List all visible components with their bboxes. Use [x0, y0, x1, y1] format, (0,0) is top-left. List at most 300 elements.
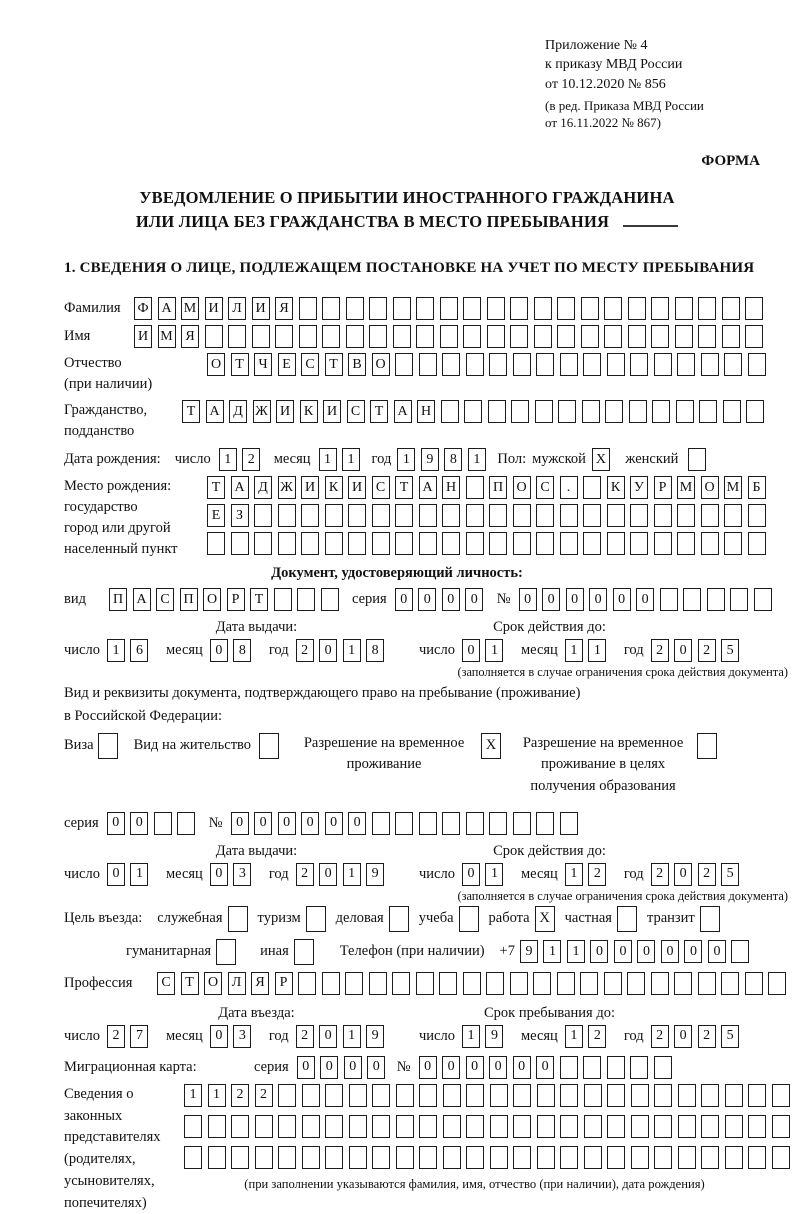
- char-cell[interactable]: 0: [462, 863, 480, 886]
- char-cell[interactable]: [440, 297, 458, 320]
- char-cell[interactable]: [674, 972, 692, 995]
- char-cell[interactable]: Л: [228, 297, 246, 320]
- char-cell[interactable]: [731, 940, 749, 963]
- char-cell[interactable]: [537, 1146, 555, 1169]
- char-cell[interactable]: [581, 297, 599, 320]
- char-cell[interactable]: [416, 297, 434, 320]
- char-cell[interactable]: [419, 1146, 437, 1169]
- char-cell[interactable]: Б: [748, 476, 766, 499]
- char-cell[interactable]: [677, 504, 695, 527]
- char-cell[interactable]: [583, 1056, 601, 1079]
- char-cell[interactable]: 1: [543, 940, 561, 963]
- char-cell[interactable]: [607, 504, 625, 527]
- char-cell[interactable]: З: [231, 504, 249, 527]
- purpose-official-checkbox[interactable]: [228, 906, 248, 932]
- char-cell[interactable]: [372, 1084, 390, 1107]
- char-cell[interactable]: [487, 325, 505, 348]
- char-cell[interactable]: [488, 400, 506, 423]
- char-cell[interactable]: [464, 400, 482, 423]
- char-cell[interactable]: [652, 400, 670, 423]
- char-cell[interactable]: Я: [275, 297, 293, 320]
- char-cell[interactable]: О: [701, 476, 719, 499]
- char-cell[interactable]: [349, 1115, 367, 1138]
- char-cell[interactable]: [698, 325, 716, 348]
- char-cell[interactable]: [628, 297, 646, 320]
- char-cell[interactable]: [701, 504, 719, 527]
- char-cell[interactable]: [688, 448, 706, 471]
- char-cell[interactable]: [699, 400, 717, 423]
- char-cell[interactable]: [557, 297, 575, 320]
- char-cell[interactable]: [772, 1084, 790, 1107]
- char-cell[interactable]: 0: [319, 863, 337, 886]
- char-cell[interactable]: [395, 532, 413, 555]
- char-cell[interactable]: [654, 504, 672, 527]
- char-cell[interactable]: 0: [319, 639, 337, 662]
- char-cell[interactable]: [683, 588, 701, 611]
- char-cell[interactable]: 2: [651, 863, 669, 886]
- char-cell[interactable]: [651, 325, 669, 348]
- char-cell[interactable]: [722, 297, 740, 320]
- char-cell[interactable]: [607, 1084, 625, 1107]
- char-cell[interactable]: Е: [207, 504, 225, 527]
- char-cell[interactable]: [513, 353, 531, 376]
- char-cell[interactable]: [581, 325, 599, 348]
- char-cell[interactable]: 1: [219, 448, 237, 471]
- char-cell[interactable]: [369, 297, 387, 320]
- char-cell[interactable]: [534, 297, 552, 320]
- char-cell[interactable]: Д: [254, 476, 272, 499]
- char-cell[interactable]: Т: [181, 972, 199, 995]
- purpose-business-checkbox[interactable]: [389, 906, 409, 932]
- char-cell[interactable]: [627, 972, 645, 995]
- char-cell[interactable]: 1: [342, 448, 360, 471]
- char-cell[interactable]: 8: [444, 448, 462, 471]
- char-cell[interactable]: 0: [636, 588, 654, 611]
- char-cell[interactable]: Ч: [254, 353, 272, 376]
- char-cell[interactable]: [207, 532, 225, 555]
- char-cell[interactable]: [369, 972, 387, 995]
- char-cell[interactable]: А: [231, 476, 249, 499]
- char-cell[interactable]: 2: [588, 1025, 606, 1048]
- char-cell[interactable]: [490, 1115, 508, 1138]
- char-cell[interactable]: Ж: [278, 476, 296, 499]
- char-cell[interactable]: [255, 1115, 273, 1138]
- char-cell[interactable]: [560, 1056, 578, 1079]
- char-cell[interactable]: 0: [542, 588, 560, 611]
- char-cell[interactable]: С: [536, 476, 554, 499]
- char-cell[interactable]: [466, 1084, 484, 1107]
- char-cell[interactable]: 1: [343, 639, 361, 662]
- char-cell[interactable]: [396, 1084, 414, 1107]
- char-cell[interactable]: [604, 297, 622, 320]
- char-cell[interactable]: Л: [228, 972, 246, 995]
- char-cell[interactable]: [466, 1115, 484, 1138]
- char-cell[interactable]: 2: [698, 639, 716, 662]
- char-cell[interactable]: Д: [229, 400, 247, 423]
- char-cell[interactable]: 0: [465, 588, 483, 611]
- char-cell[interactable]: [302, 1115, 320, 1138]
- char-cell[interactable]: 0: [367, 1056, 385, 1079]
- char-cell[interactable]: [297, 588, 315, 611]
- char-cell[interactable]: [393, 297, 411, 320]
- char-cell[interactable]: Н: [417, 400, 435, 423]
- char-cell[interactable]: [678, 1146, 696, 1169]
- char-cell[interactable]: С: [372, 476, 390, 499]
- char-cell[interactable]: [372, 504, 390, 527]
- char-cell[interactable]: [489, 504, 507, 527]
- char-cell[interactable]: [322, 297, 340, 320]
- char-cell[interactable]: [372, 1115, 390, 1138]
- char-cell[interactable]: 9: [520, 940, 538, 963]
- char-cell[interactable]: 0: [442, 1056, 460, 1079]
- char-cell[interactable]: 1: [107, 639, 125, 662]
- char-cell[interactable]: [651, 297, 669, 320]
- char-cell[interactable]: 0: [130, 812, 148, 835]
- char-cell[interactable]: [299, 297, 317, 320]
- char-cell[interactable]: 0: [489, 1056, 507, 1079]
- char-cell[interactable]: [278, 1115, 296, 1138]
- char-cell[interactable]: П: [180, 588, 198, 611]
- char-cell[interactable]: [537, 1084, 555, 1107]
- char-cell[interactable]: [466, 1146, 484, 1169]
- char-cell[interactable]: [345, 972, 363, 995]
- char-cell[interactable]: [440, 325, 458, 348]
- char-cell[interactable]: И: [323, 400, 341, 423]
- char-cell[interactable]: 2: [588, 863, 606, 886]
- char-cell[interactable]: [154, 812, 172, 835]
- char-cell[interactable]: [701, 1084, 719, 1107]
- char-cell[interactable]: [754, 588, 772, 611]
- char-cell[interactable]: 2: [698, 1025, 716, 1048]
- char-cell[interactable]: [583, 353, 601, 376]
- char-cell[interactable]: [701, 1115, 719, 1138]
- char-cell[interactable]: [748, 1146, 766, 1169]
- char-cell[interactable]: [607, 1146, 625, 1169]
- char-cell[interactable]: 0: [344, 1056, 362, 1079]
- residence-permit-checkbox[interactable]: [259, 733, 279, 759]
- char-cell[interactable]: 1: [130, 863, 148, 886]
- char-cell[interactable]: [583, 476, 601, 499]
- char-cell[interactable]: [557, 972, 575, 995]
- char-cell[interactable]: А: [394, 400, 412, 423]
- char-cell[interactable]: [748, 353, 766, 376]
- char-cell[interactable]: [416, 325, 434, 348]
- char-cell[interactable]: 0: [418, 588, 436, 611]
- char-cell[interactable]: [254, 504, 272, 527]
- char-cell[interactable]: Т: [395, 476, 413, 499]
- char-cell[interactable]: [748, 1115, 766, 1138]
- char-cell[interactable]: [748, 1084, 766, 1107]
- char-cell[interactable]: [184, 1146, 202, 1169]
- purpose-work-checkbox[interactable]: X: [535, 906, 555, 932]
- char-cell[interactable]: А: [206, 400, 224, 423]
- char-cell[interactable]: [558, 400, 576, 423]
- char-cell[interactable]: Я: [181, 325, 199, 348]
- purpose-transit-checkbox[interactable]: [700, 906, 720, 932]
- char-cell[interactable]: [275, 325, 293, 348]
- char-cell[interactable]: 0: [519, 588, 537, 611]
- char-cell[interactable]: 2: [242, 448, 260, 471]
- char-cell[interactable]: [678, 1115, 696, 1138]
- char-cell[interactable]: [255, 1146, 273, 1169]
- char-cell[interactable]: 9: [485, 1025, 503, 1048]
- char-cell[interactable]: [441, 400, 459, 423]
- char-cell[interactable]: [654, 1084, 672, 1107]
- char-cell[interactable]: [372, 1146, 390, 1169]
- char-cell[interactable]: [419, 1115, 437, 1138]
- char-cell[interactable]: [322, 972, 340, 995]
- char-cell[interactable]: 0: [590, 940, 608, 963]
- char-cell[interactable]: 3: [233, 1025, 251, 1048]
- char-cell[interactable]: 6: [130, 639, 148, 662]
- char-cell[interactable]: [560, 1146, 578, 1169]
- char-cell[interactable]: [560, 353, 578, 376]
- char-cell[interactable]: [346, 297, 364, 320]
- char-cell[interactable]: 8: [366, 639, 384, 662]
- char-cell[interactable]: 0: [466, 1056, 484, 1079]
- char-cell[interactable]: [392, 972, 410, 995]
- char-cell[interactable]: [631, 1146, 649, 1169]
- char-cell[interactable]: [302, 1084, 320, 1107]
- char-cell[interactable]: [278, 1084, 296, 1107]
- char-cell[interactable]: 2: [107, 1025, 125, 1048]
- char-cell[interactable]: Т: [182, 400, 200, 423]
- char-cell[interactable]: [486, 972, 504, 995]
- char-cell[interactable]: 2: [698, 863, 716, 886]
- char-cell[interactable]: [177, 812, 195, 835]
- char-cell[interactable]: [346, 325, 364, 348]
- char-cell[interactable]: 0: [395, 588, 413, 611]
- char-cell[interactable]: [278, 532, 296, 555]
- char-cell[interactable]: Ф: [134, 297, 152, 320]
- char-cell[interactable]: [536, 532, 554, 555]
- char-cell[interactable]: [349, 1084, 367, 1107]
- char-cell[interactable]: О: [513, 476, 531, 499]
- char-cell[interactable]: 0: [320, 1056, 338, 1079]
- char-cell[interactable]: Р: [275, 972, 293, 995]
- char-cell[interactable]: [511, 400, 529, 423]
- char-cell[interactable]: С: [347, 400, 365, 423]
- char-cell[interactable]: Т: [370, 400, 388, 423]
- char-cell[interactable]: [419, 812, 437, 835]
- char-cell[interactable]: Т: [231, 353, 249, 376]
- char-cell[interactable]: [513, 1146, 531, 1169]
- char-cell[interactable]: 1: [565, 1025, 583, 1048]
- char-cell[interactable]: [372, 812, 390, 835]
- char-cell[interactable]: 0: [442, 588, 460, 611]
- char-cell[interactable]: 0: [614, 940, 632, 963]
- char-cell[interactable]: 0: [419, 1056, 437, 1079]
- char-cell[interactable]: [419, 532, 437, 555]
- char-cell[interactable]: [630, 1056, 648, 1079]
- char-cell[interactable]: [298, 972, 316, 995]
- char-cell[interactable]: [325, 1084, 343, 1107]
- char-cell[interactable]: Т: [250, 588, 268, 611]
- char-cell[interactable]: [466, 353, 484, 376]
- char-cell[interactable]: М: [724, 476, 742, 499]
- char-cell[interactable]: [442, 353, 460, 376]
- char-cell[interactable]: [772, 1146, 790, 1169]
- char-cell[interactable]: [466, 532, 484, 555]
- char-cell[interactable]: 0: [637, 940, 655, 963]
- char-cell[interactable]: 3: [233, 863, 251, 886]
- char-cell[interactable]: 0: [348, 812, 366, 835]
- char-cell[interactable]: С: [157, 972, 175, 995]
- char-cell[interactable]: Ж: [253, 400, 271, 423]
- char-cell[interactable]: М: [158, 325, 176, 348]
- char-cell[interactable]: [725, 1146, 743, 1169]
- char-cell[interactable]: 1: [567, 940, 585, 963]
- char-cell[interactable]: О: [207, 353, 225, 376]
- char-cell[interactable]: 0: [674, 863, 692, 886]
- char-cell[interactable]: [701, 353, 719, 376]
- char-cell[interactable]: [443, 1084, 461, 1107]
- char-cell[interactable]: [677, 353, 695, 376]
- char-cell[interactable]: [560, 532, 578, 555]
- char-cell[interactable]: [654, 1115, 672, 1138]
- char-cell[interactable]: [721, 972, 739, 995]
- char-cell[interactable]: [301, 504, 319, 527]
- purpose-private-checkbox[interactable]: [617, 906, 637, 932]
- purpose-humanitarian-checkbox[interactable]: [216, 939, 236, 965]
- char-cell[interactable]: [536, 504, 554, 527]
- char-cell[interactable]: [299, 325, 317, 348]
- char-cell[interactable]: [654, 532, 672, 555]
- purpose-other-checkbox[interactable]: [294, 939, 314, 965]
- char-cell[interactable]: И: [301, 476, 319, 499]
- char-cell[interactable]: [660, 588, 678, 611]
- char-cell[interactable]: [533, 972, 551, 995]
- char-cell[interactable]: [725, 1084, 743, 1107]
- char-cell[interactable]: [560, 812, 578, 835]
- char-cell[interactable]: [278, 1146, 296, 1169]
- char-cell[interactable]: [607, 353, 625, 376]
- char-cell[interactable]: [443, 1146, 461, 1169]
- char-cell[interactable]: [746, 400, 764, 423]
- char-cell[interactable]: [231, 1146, 249, 1169]
- char-cell[interactable]: Т: [207, 476, 225, 499]
- char-cell[interactable]: 2: [231, 1084, 249, 1107]
- char-cell[interactable]: 1: [319, 448, 337, 471]
- char-cell[interactable]: К: [300, 400, 318, 423]
- char-cell[interactable]: 1: [184, 1084, 202, 1107]
- char-cell[interactable]: [510, 297, 528, 320]
- char-cell[interactable]: [707, 588, 725, 611]
- char-cell[interactable]: [301, 532, 319, 555]
- char-cell[interactable]: [701, 532, 719, 555]
- char-cell[interactable]: [560, 1084, 578, 1107]
- char-cell[interactable]: К: [607, 476, 625, 499]
- char-cell[interactable]: 9: [421, 448, 439, 471]
- char-cell[interactable]: [419, 1084, 437, 1107]
- char-cell[interactable]: [654, 353, 672, 376]
- char-cell[interactable]: 0: [566, 588, 584, 611]
- char-cell[interactable]: [534, 325, 552, 348]
- char-cell[interactable]: [372, 532, 390, 555]
- char-cell[interactable]: 0: [107, 812, 125, 835]
- char-cell[interactable]: 0: [674, 1025, 692, 1048]
- char-cell[interactable]: 0: [301, 812, 319, 835]
- char-cell[interactable]: [208, 1115, 226, 1138]
- char-cell[interactable]: И: [252, 297, 270, 320]
- char-cell[interactable]: [439, 972, 457, 995]
- char-cell[interactable]: [630, 353, 648, 376]
- temp-residence-checkbox[interactable]: X: [481, 733, 501, 759]
- char-cell[interactable]: [698, 297, 716, 320]
- char-cell[interactable]: 1: [565, 639, 583, 662]
- char-cell[interactable]: 1: [462, 1025, 480, 1048]
- char-cell[interactable]: [416, 972, 434, 995]
- char-cell[interactable]: С: [301, 353, 319, 376]
- char-cell[interactable]: У: [630, 476, 648, 499]
- char-cell[interactable]: [321, 588, 339, 611]
- char-cell[interactable]: 1: [588, 639, 606, 662]
- char-cell[interactable]: И: [134, 325, 152, 348]
- char-cell[interactable]: [419, 504, 437, 527]
- char-cell[interactable]: [676, 400, 694, 423]
- char-cell[interactable]: [560, 1115, 578, 1138]
- char-cell[interactable]: [536, 812, 554, 835]
- char-cell[interactable]: Т: [325, 353, 343, 376]
- char-cell[interactable]: [605, 400, 623, 423]
- char-cell[interactable]: [489, 812, 507, 835]
- char-cell[interactable]: [698, 972, 716, 995]
- char-cell[interactable]: [510, 325, 528, 348]
- char-cell[interactable]: [278, 504, 296, 527]
- char-cell[interactable]: 0: [231, 812, 249, 835]
- char-cell[interactable]: Я: [251, 972, 269, 995]
- char-cell[interactable]: 1: [485, 863, 503, 886]
- char-cell[interactable]: [583, 504, 601, 527]
- char-cell[interactable]: [583, 532, 601, 555]
- temp-residence-education-checkbox[interactable]: [697, 733, 717, 759]
- char-cell[interactable]: 0: [708, 940, 726, 963]
- char-cell[interactable]: 0: [254, 812, 272, 835]
- char-cell[interactable]: [745, 325, 763, 348]
- char-cell[interactable]: 5: [721, 863, 739, 886]
- char-cell[interactable]: [208, 1146, 226, 1169]
- char-cell[interactable]: [325, 532, 343, 555]
- char-cell[interactable]: 2: [296, 863, 314, 886]
- purpose-study-checkbox[interactable]: [459, 906, 479, 932]
- char-cell[interactable]: [584, 1084, 602, 1107]
- char-cell[interactable]: X: [592, 448, 610, 471]
- char-cell[interactable]: А: [158, 297, 176, 320]
- char-cell[interactable]: О: [372, 353, 390, 376]
- char-cell[interactable]: 0: [613, 588, 631, 611]
- char-cell[interactable]: [678, 1084, 696, 1107]
- char-cell[interactable]: Р: [227, 588, 245, 611]
- char-cell[interactable]: 0: [684, 940, 702, 963]
- char-cell[interactable]: [724, 504, 742, 527]
- char-cell[interactable]: [393, 325, 411, 348]
- char-cell[interactable]: [466, 812, 484, 835]
- char-cell[interactable]: [463, 972, 481, 995]
- char-cell[interactable]: [489, 353, 507, 376]
- char-cell[interactable]: 0: [297, 1056, 315, 1079]
- char-cell[interactable]: [536, 353, 554, 376]
- char-cell[interactable]: [463, 297, 481, 320]
- char-cell[interactable]: [724, 353, 742, 376]
- char-cell[interactable]: 2: [296, 1025, 314, 1048]
- char-cell[interactable]: [768, 972, 786, 995]
- char-cell[interactable]: О: [203, 588, 221, 611]
- char-cell[interactable]: 5: [721, 639, 739, 662]
- char-cell[interactable]: [442, 812, 460, 835]
- char-cell[interactable]: [651, 972, 669, 995]
- char-cell[interactable]: 9: [366, 863, 384, 886]
- char-cell[interactable]: 0: [278, 812, 296, 835]
